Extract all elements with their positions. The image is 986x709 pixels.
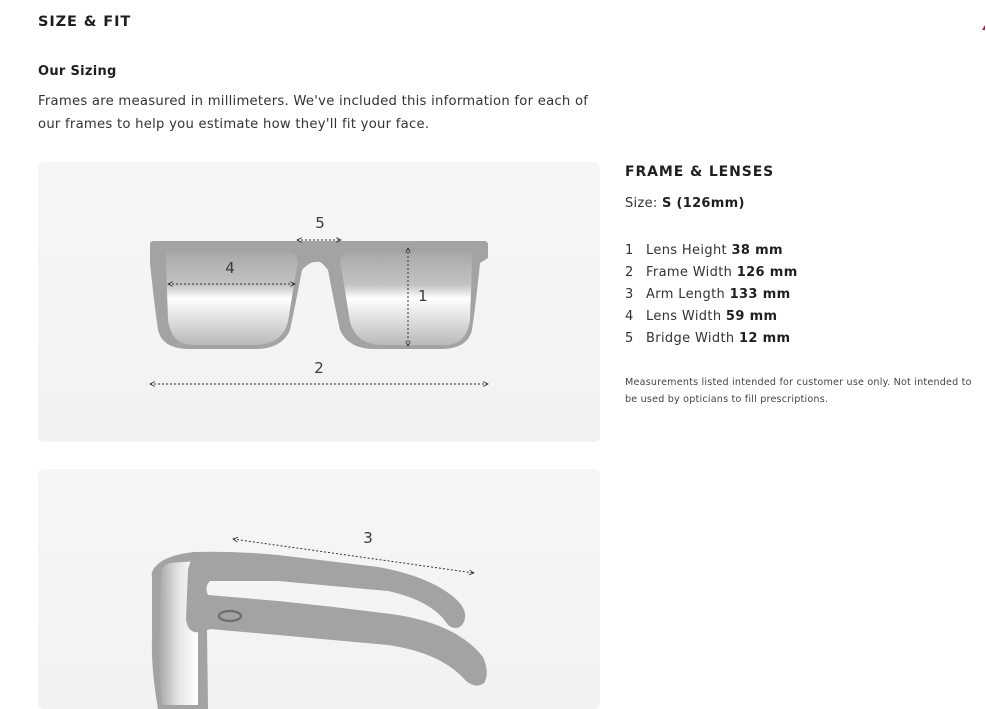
measurement-value: 38 mm: [731, 243, 783, 258]
measurement-value: 59 mm: [725, 309, 778, 324]
measurements-list: [625, 240, 798, 350]
measurement-number: 3: [625, 287, 634, 302]
list-item: [625, 240, 798, 262]
size-label: Size:: [625, 196, 658, 211]
front-view-diagram: [38, 162, 600, 442]
measurement-label: Frame Width: [646, 265, 733, 280]
measurement-number: 4: [625, 309, 634, 324]
measurement-value: 126 mm: [736, 265, 798, 280]
list-item: [625, 328, 798, 350]
sizing-intro: Frames are measured in millimeters. We've included this information for each of our frames to help you estimate how they'll fit your face.: [38, 94, 589, 132]
measurement-value: 133 mm: [729, 287, 791, 302]
glasses-side-frame: [152, 552, 487, 709]
measurement-number: 5: [625, 331, 634, 346]
bridge-width-label: 5: [315, 214, 325, 232]
lens-height-label: 1: [418, 287, 428, 305]
measurements-disclaimer: Measurements listed intended for customer use only. Not intended to be used by opticians to fill prescriptions.: [625, 377, 972, 405]
size-line: [625, 196, 745, 211]
list-item: [625, 306, 798, 328]
side-view-illustration: [38, 469, 600, 709]
sizing-subtitle: Our Sizing: [38, 64, 117, 79]
list-item: [625, 284, 798, 306]
size-value: S (126mm): [662, 196, 745, 211]
frame-width-label: 2: [314, 359, 324, 377]
side-view-diagram: [38, 469, 600, 709]
measurement-label: Bridge Width: [646, 331, 735, 346]
frame-lenses-title: FRAME & LENSES: [625, 164, 775, 180]
front-view-illustration: [38, 162, 600, 442]
measurement-label: Lens Width: [646, 309, 722, 324]
measurement-label: Lens Height: [646, 243, 727, 258]
arm-length-label: 3: [363, 529, 373, 547]
measurement-number: 2: [625, 265, 634, 280]
collapse-arrow-icon[interactable]: [982, 25, 985, 30]
measurement-value: 12 mm: [738, 331, 791, 346]
list-item: [625, 262, 798, 284]
measurement-label: Arm Length: [646, 287, 726, 302]
measurement-number: 1: [625, 243, 634, 258]
glasses-front-frame: [150, 241, 488, 349]
lens-width-label: 4: [225, 259, 235, 277]
section-title: SIZE & FIT: [38, 14, 132, 30]
